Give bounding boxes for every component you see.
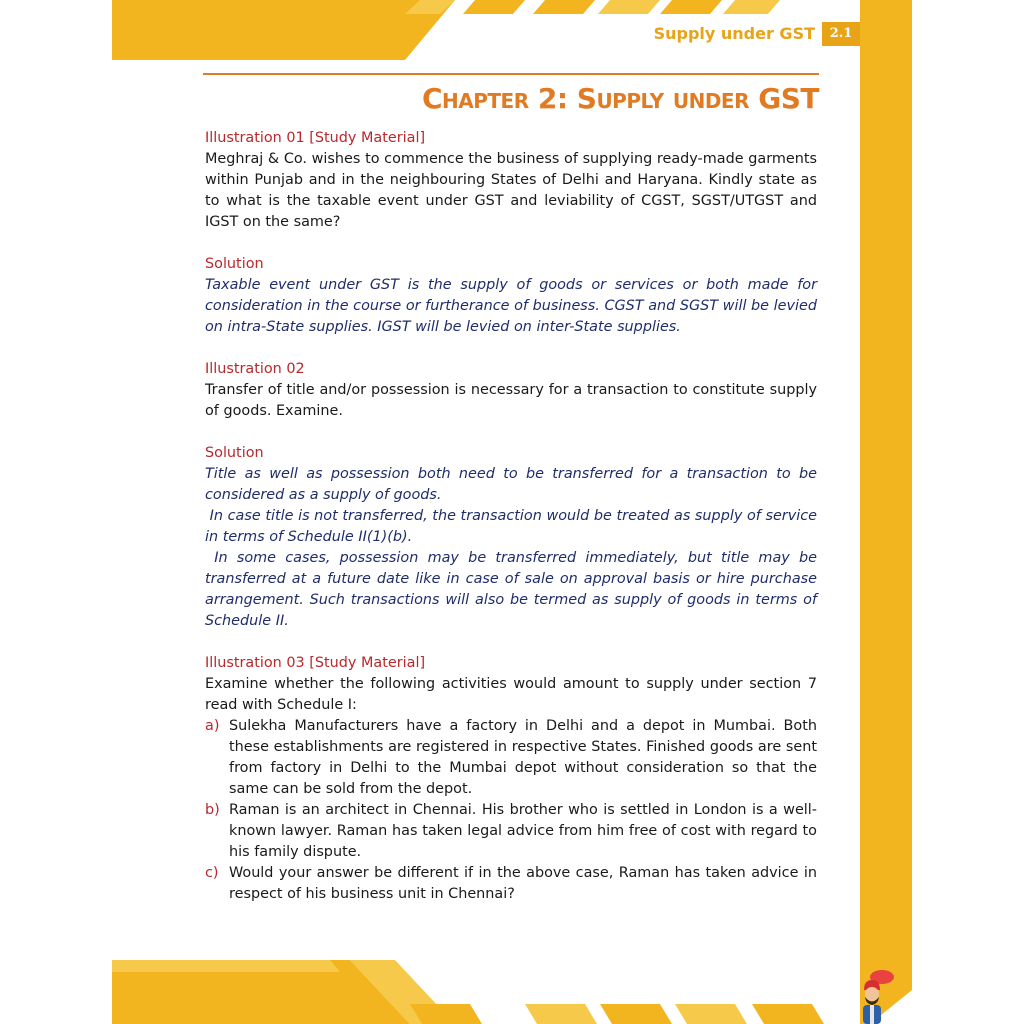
list-item (205, 863, 817, 905)
illustration-02-heading: Illustration 02 (205, 361, 305, 377)
illustration-01-heading: Illustration 01 [Study Material] (205, 130, 426, 146)
list-item-text: Raman is an architect in Chennai. His brother who is settled in London is a well-known lawyer. Raman has taken legal advice from him free of cost with regard to his family dispute. (229, 802, 817, 860)
illustration-02-solution-para: In case title is not transferred, the transaction would be treated as supply of service in terms of Schedule II(1)(b). (205, 508, 822, 545)
illustration-03-list (205, 716, 817, 905)
illustration-01-question: Meghraj & Co. wishes to commence the business of supplying ready-made garments within Punjab and in the neighbouring States of Delhi and Haryana. Kindly state as to what is the taxable event under GST and leviability of CGST, SGST/UTGST and IGST on the same? (205, 151, 817, 230)
illustration-01-solution-heading: Solution (205, 256, 264, 272)
mascot-illustration (850, 968, 906, 1024)
list-marker: c) (205, 865, 219, 881)
illustration-03-question: Examine whether the following activities would amount to supply under section 7 read with Schedule I: (205, 676, 817, 713)
illustration-02-solution-para: In some cases, possession may be transferred immediately, but title may be transferred at a future date like in case of sale on approval basis or hire purchase arrangement. Such transactions will also be termed as supply of goods in terms of Schedule II. (205, 550, 822, 629)
illustration-01-solution: Taxable event under GST is the supply of goods or services or both made for consideration in the course or furtherance of business. CGST and SGST will be levied on intra-State supplies. IGST will be levied on inter-State supplies. (205, 277, 817, 335)
illustration-02-question: Transfer of title and/or possession is necessary for a transaction to constitute supply of goods. Examine. (205, 382, 817, 419)
list-item-text: Sulekha Manufacturers have a factory in Delhi and a depot in Mumbai. Both these establishments are registered in respective States. Finished goods are sent from factory in Delhi to the Mumbai depot without consideration so that the same can be sold from the depot. (229, 718, 817, 797)
list-item-text: Would your answer be different if in the above case, Raman has taken advice in respect of his business unit in Chennai? (229, 865, 817, 902)
header-rule (203, 73, 819, 75)
running-header-title: Supply under GST (653, 24, 815, 43)
chapter-title: Chapter 2: Supply under GST (421, 82, 819, 115)
list-item (205, 800, 817, 863)
list-marker: a) (205, 718, 220, 734)
illustration-02-solution-heading: Solution (205, 445, 264, 461)
list-marker: b) (205, 802, 220, 818)
illustration-02-solution-para: Title as well as possession both need to be transferred for a transaction to be considered as a supply of goods. (205, 466, 817, 503)
list-item (205, 716, 817, 800)
page-content (205, 128, 822, 905)
illustration-03-heading: Illustration 03 [Study Material] (205, 655, 426, 671)
page-number-badge: 2.1 (822, 22, 860, 46)
